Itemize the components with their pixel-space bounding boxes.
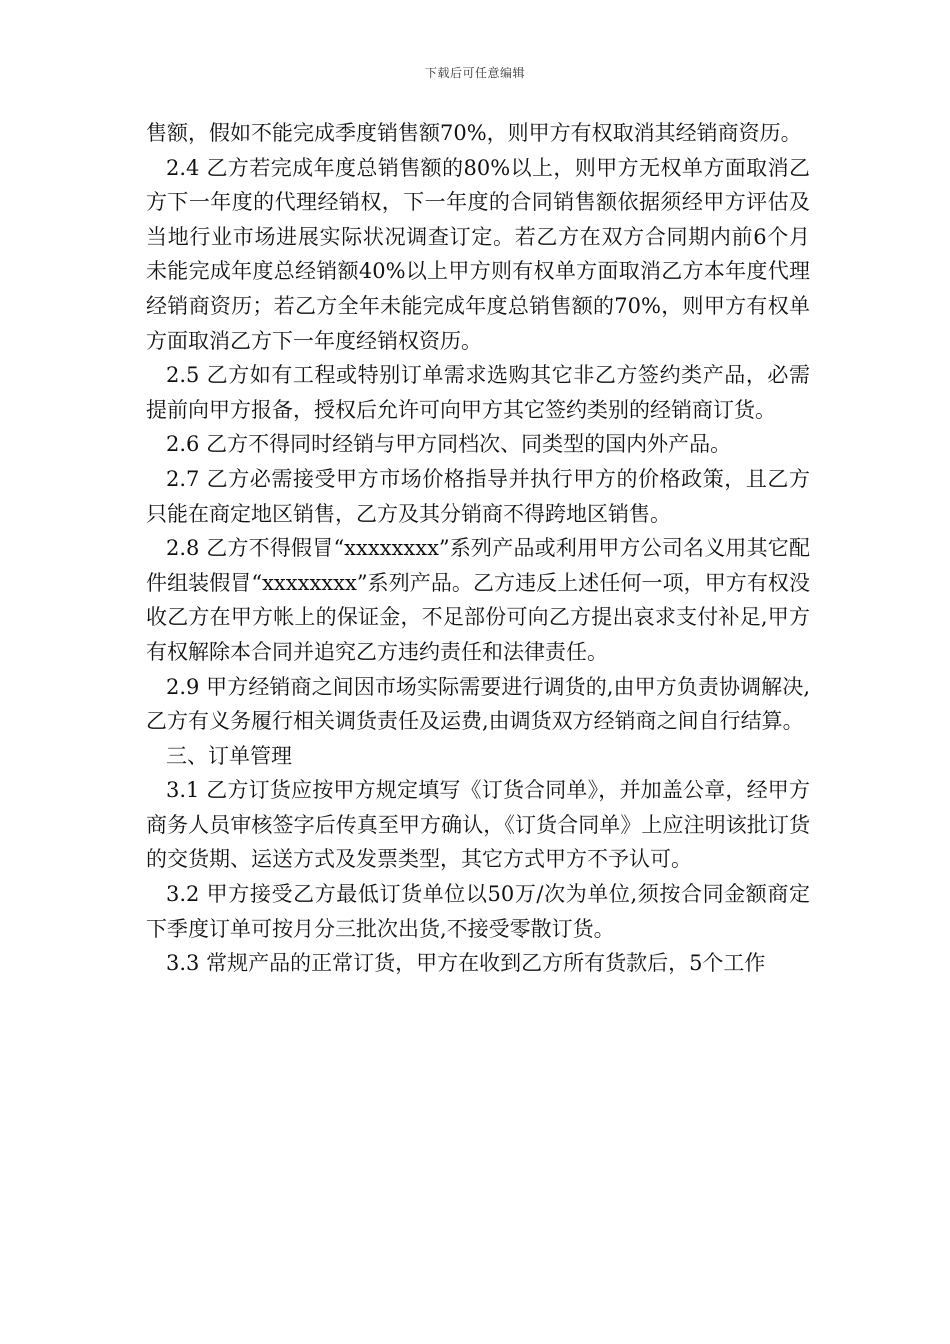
page-header: 下载后可任意编辑: [424, 66, 525, 80]
section-heading-order-management: 三、订单管理: [166, 743, 292, 768]
clause-2-4: 2.4 乙方若完成年度总销售额的80%以上，则甲方无权单方面取消乙方下一年度的代理经销权，下一年度的合同销售额依据须经甲方评估及当地行业市场进展实际状况调查订定。若乙方在双方合同期内前6个月未能完成年度总经销额40%以上甲方则有权单方面取消乙方本年度代理经销商资历；若乙方全年未能完成年度总销售额的70%，则甲方有权单方面取消乙方下一年度经销权资历。: [146, 155, 810, 353]
clause-3-3: 3.3 常规产品的正常订货，甲方在收到乙方所有货款后，5个工作: [166, 951, 766, 976]
clause-2-9: 2.9 甲方经销商之间因市场实际需要进行调货的,由甲方负责协调解决,乙方有义务履行相关调货责任及运费,由调货双方经销商之间自行结算。: [146, 674, 810, 734]
clause-2-6: 2.6 乙方不得同时经销与甲方同档次、同类型的国内外产品。: [166, 432, 732, 457]
clause-2-7: 2.7 乙方必需接受甲方市场价格指导并执行甲方的价格政策，且乙方只能在商定地区销售，乙方及其分销商不得跨地区销售。: [146, 466, 810, 526]
clause-3-2: 3.2 甲方接受乙方最低订货单位以50万/次为单位,须按合同金额商定下季度订单可按月分三批次出货,不接受零散订货。: [146, 882, 810, 941]
clause-2-5: 2.5 乙方如有工程或特别订单需求选购其它非乙方签约类产品，必需提前向甲方报备，授权后允许可向甲方其它签约类别的经销商订货。: [146, 363, 810, 422]
paragraph-continuation: 售额，假如不能完成季度销售额70%，则甲方有权取消其经销商资历。: [146, 121, 802, 145]
clause-3-1: 3.1 乙方订货应按甲方规定填写《订货合同单》，并加盖公章，经甲方商务人员审核签字后传真至甲方确认，《订货合同单》上应注明该批订货的交货期、运送方式及发票类型，其它方式甲方不予认可。: [146, 778, 810, 872]
document-body: [146, 116, 810, 981]
clause-2-8: 2.8 乙方不得假冒“xxxxxxxx”系列产品或利用甲方公司名义用其它配件组装假冒“xxxxxxxx”系列产品。乙方违反上述任何一项，甲方有权没收乙方在甲方帐上的保证金，不足部份可向乙方提出哀求支付补足,甲方有权解除本合同并追究乙方违约责任和法律责任。: [146, 536, 810, 664]
